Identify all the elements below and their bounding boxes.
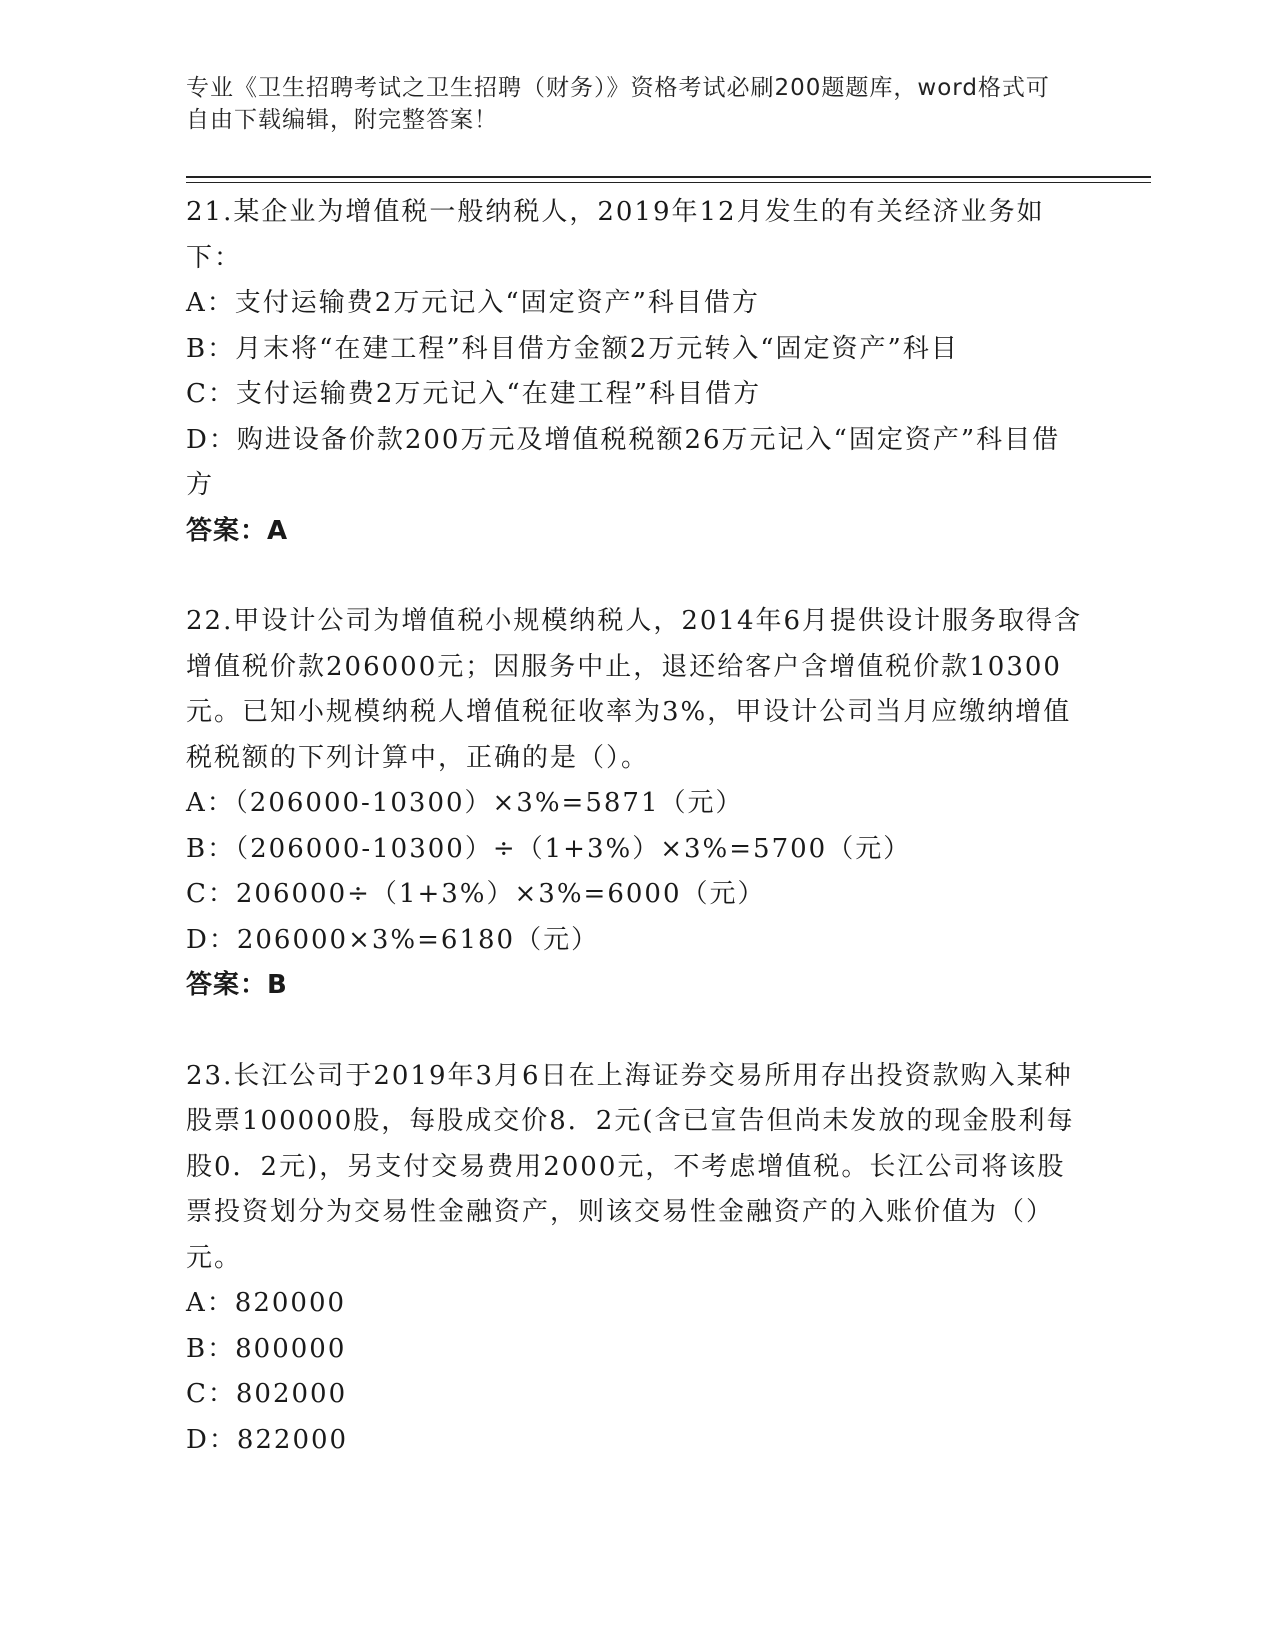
option-c: C：206000÷（1+3%）×3%=6000（元） xyxy=(186,879,766,909)
header-divider-thin xyxy=(186,182,1151,183)
question-stem: 21.某企业为增值税一般纳税人，2019年12月发生的有关经济业务如下： xyxy=(186,197,1045,273)
question-list xyxy=(186,190,1086,1463)
option-a: A：（206000-10300）×3%=5871（元） xyxy=(186,788,744,818)
option-c: C：802000 xyxy=(186,1379,348,1409)
option-a: A：820000 xyxy=(186,1288,347,1318)
option-d: D：206000×3%=6180（元） xyxy=(186,924,600,955)
option-b: B：（206000-10300）÷（1+3%）×3%=5700（元） xyxy=(186,833,912,864)
question-spacer xyxy=(186,1009,1086,1054)
question-stem: 22.甲设计公司为增值税小规模纳税人，2014年6月提供设计服务取得含增值税价款206000元；因服务中止，退还给客户含增值税价款10300元。已知小规模纳税人增值税征收率为3%，甲设计公司当月应缴纳增值税税额的下列计算中，正确的是（）。 xyxy=(186,606,1083,773)
option-d: D：822000 xyxy=(186,1424,349,1455)
document-header: 专业《卫生招聘考试之卫生招聘（财务）》资格考试必刷200题题库，word格式可自由下载编辑，附完整答案！ xyxy=(186,75,1050,133)
option-b: B：月末将“在建工程”科目借方金额2万元转入“固定资产”科目 xyxy=(186,333,959,364)
answer-label: 答案：A xyxy=(186,515,289,546)
option-a: A：支付运输费2万元记入“固定资产”科目借方 xyxy=(186,288,760,318)
question-spacer xyxy=(186,554,1086,599)
answer-label: 答案：B xyxy=(186,970,288,1000)
question-23 xyxy=(186,1054,1086,1464)
option-b: B：800000 xyxy=(186,1333,347,1364)
option-c: C：支付运输费2万元记入“在建工程”科目借方 xyxy=(186,379,762,409)
header-divider-thick xyxy=(186,176,1151,178)
question-stem: 23.长江公司于2019年3月6日在上海证券交易所用存出投资款购入某种股票100000股，每股成交价8．2元(含已宣告但尚未发放的现金股利每股0．2元)，另支付交易费用2000元，不考虑增值税。长江公司将该股票投资划分为交易性金融资产，则该交易性金融资产的入账价值为（）元。 xyxy=(186,1060,1075,1273)
question-22 xyxy=(186,599,1086,1009)
question-21 xyxy=(186,190,1086,554)
option-d: D：购进设备价款200万元及增值税税额26万元记入“固定资产”科目借方 xyxy=(186,424,1061,500)
